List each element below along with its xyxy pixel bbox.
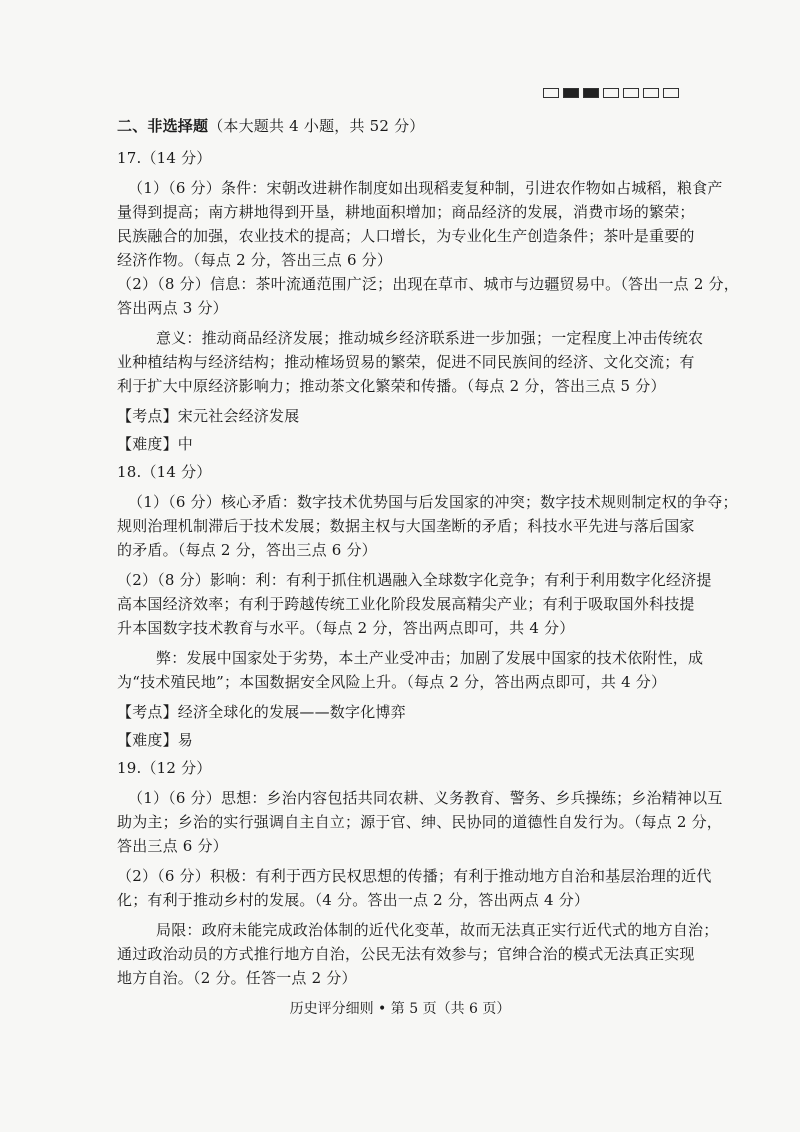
text-line: 规则治理机制滞后于技术发展；数据主权与大国垄断的矛盾；科技水平先进与落后国家	[117, 517, 695, 535]
meta-line: 【考点】经济全球化的发展——数字化博弈	[117, 703, 406, 721]
text-line: （1）（6 分）核心矛盾：数字技术优势国与后发国家的冲突；数字技术规则制定权的争夺；	[128, 493, 738, 511]
page-position-marker	[543, 88, 679, 98]
marker-square	[643, 88, 659, 98]
text-line: 量得到提高；南方耕地得到开垦，耕地面积增加；商品经济的发展，消费市场的繁荣；	[117, 203, 695, 221]
text-line: （1）（6 分）条件：宋朝改进耕作制度如出现稻麦复种制，引进农作物如占城稻，粮食产	[128, 179, 723, 197]
text-line: 的矛盾。（每点 2 分，答出三点 6 分）	[117, 541, 377, 559]
marker-square	[603, 88, 619, 98]
meta-line: 【考点】宋元社会经济发展	[117, 407, 300, 425]
text-line: 答出两点 3 分）	[117, 299, 228, 317]
text-line: 地方自治。（2 分。任答一点 2 分）	[117, 969, 357, 987]
section-note: （本大题共 4 小题，共 52 分）	[208, 117, 425, 135]
marker-square	[563, 88, 579, 98]
text-line: 化；有利于推动乡村的发展。（4 分。答出一点 2 分，答出两点 4 分）	[117, 891, 590, 909]
text-line: 升本国数字技术教育与水平。（每点 2 分，答出两点即可，共 4 分）	[117, 619, 575, 637]
meta-line: 【难度】易	[117, 731, 194, 749]
text-line: 意义：推动商品经济发展；推动城乡经济联系进一步加强；一定程度上冲击传统农	[156, 329, 704, 347]
marker-square	[543, 88, 559, 98]
text-line: （2）（6 分）积极：有利于西方民权思想的传播；有利于推动地方自治和基层治理的近代	[117, 867, 712, 885]
text-line: 业种植结构与经济结构；推动榷场贸易的繁荣，促进不同民族间的经济、文化交流；有	[117, 353, 695, 371]
text-line: 17.（14 分）	[117, 149, 212, 167]
section-title-text: 二、非选择题	[117, 117, 209, 135]
text-line: 局限：政府未能完成政治体制的近代化变革，故而无法真正实行近代式的地方自治；	[156, 921, 719, 939]
text-line: 民族融合的加强，农业技术的提高；人口增长，为专业化生产创造条件；茶叶是重要的	[117, 227, 695, 245]
text-line: （1）（6 分）思想：乡治内容包括共同农耕、义务教育、警务、乡兵操练；乡治精神以互	[128, 789, 723, 807]
text-line: 经济作物。（每点 2 分，答出三点 6 分）	[117, 251, 393, 269]
section-title	[117, 116, 425, 136]
marker-square	[583, 88, 599, 98]
text-line: 高本国经济效率；有利于跨越传统工业化阶段发展高精尖产业；有利于吸取国外科技提	[117, 595, 695, 613]
text-line: 为“技术殖民地”；本国数据安全风险上升。（每点 2 分，答出两点即可，共 4 分）	[117, 673, 667, 691]
text-line: （2）（8 分）影响：利：有利于抓住机遇融入全球数字化竞争；有利于利用数字化经济提	[117, 571, 712, 589]
text-line: 助为主；乡治的实行强调自主自立；源于官、绅、民协同的道德性自发行为。（每点 2 分，	[117, 813, 722, 831]
text-line: 弊：发展中国家处于劣势，本土产业受冲击；加剧了发展中国家的技术依附性，成	[156, 649, 704, 667]
marker-square	[663, 88, 679, 98]
text-line: 18.（14 分）	[117, 463, 212, 481]
text-line: （2）（8 分）信息：茶叶流通范围广泛；出现在草市、城市与边疆贸易中。（答出一点 2 分，	[117, 275, 739, 293]
marker-square	[623, 88, 639, 98]
text-line: 答出三点 6 分）	[117, 837, 228, 855]
page-footer: 历史评分细则 • 第 5 页（共 6 页）	[289, 1001, 511, 1017]
text-line: 19.（12 分）	[117, 759, 212, 777]
text-line: 利于扩大中原经济影响力；推动茶文化繁荣和传播。（每点 2 分，答出三点 5 分）	[117, 377, 666, 395]
meta-line: 【难度】中	[117, 435, 194, 453]
text-line: 通过政治动员的方式推行地方自治，公民无法有效参与；官绅合治的模式无法真正实现	[117, 945, 695, 963]
